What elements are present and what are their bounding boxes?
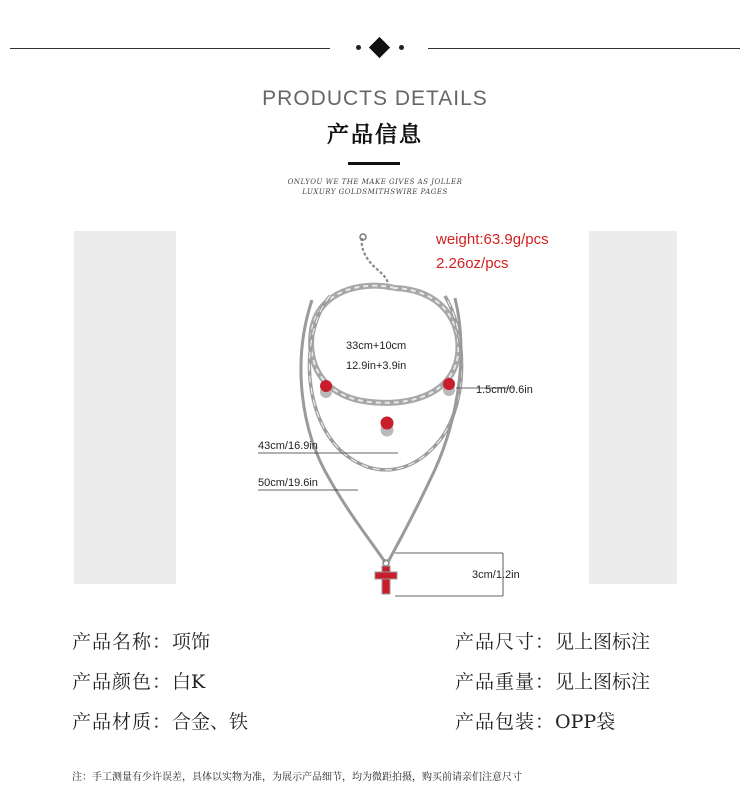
extension-ring-icon <box>360 234 366 240</box>
measurement-note: 注：手工测量有少许误差，具体以实物为准，为展示产品细节，均为微距拍摄，购买前请亲们注意尺寸 <box>72 772 522 783</box>
dim-choker-cm: 33cm+10cm <box>346 340 407 352</box>
dim-long-chain: 50cm/19.6in <box>258 477 318 489</box>
rose-skull-charm-right <box>443 378 455 396</box>
spec-value: 见上图标注 <box>555 631 651 653</box>
dim-rose-charm: 1.5cm/0.6in <box>476 384 533 396</box>
spec-label: 产品包装： <box>455 711 556 733</box>
spec-product-weight <box>455 667 650 694</box>
spec-value: 见上图标注 <box>555 671 651 693</box>
spec-label: 产品重量： <box>455 671 556 693</box>
weight-ounces: 2.26oz/pcs <box>436 255 509 272</box>
weight-grams: weight:63.9g/pcs <box>436 231 549 248</box>
script-line-2: LUXURY GOLDSMITHSWIRE PAGES <box>302 188 448 196</box>
middle-chain <box>309 296 461 470</box>
spec-label: 产品名称： <box>72 631 173 653</box>
dim-middle-chain: 43cm/16.9in <box>258 440 318 452</box>
spec-product-size <box>455 627 650 654</box>
cross-pendant-icon <box>375 560 397 594</box>
title-english: PRODUCTS DETAILS <box>262 87 488 110</box>
spec-label: 产品颜色： <box>72 671 173 693</box>
dim-choker-in: 12.9in+3.9in <box>346 360 407 372</box>
spec-value: 合金、铁 <box>172 711 249 733</box>
spec-product-color <box>72 667 205 694</box>
spec-product-name <box>72 627 210 654</box>
dim-cross: 3cm/1.2in <box>472 569 520 581</box>
spec-value: OPP袋 <box>555 711 616 733</box>
spec-value: 白K <box>172 671 206 693</box>
rose-skull-charm-left <box>320 380 332 398</box>
title-chinese: 产品信息 <box>326 123 423 148</box>
spec-product-packaging <box>455 707 615 734</box>
spec-value: 项饰 <box>172 631 211 653</box>
script-line-1: ONLYOU WE THE MAKE GIVES AS JOLLER <box>287 178 463 186</box>
spec-label: 产品尺寸： <box>455 631 556 653</box>
extension-chain <box>362 238 389 290</box>
spec-product-material <box>72 707 248 734</box>
rose-skull-charm-center <box>381 417 394 437</box>
spec-label: 产品材质： <box>72 711 173 733</box>
